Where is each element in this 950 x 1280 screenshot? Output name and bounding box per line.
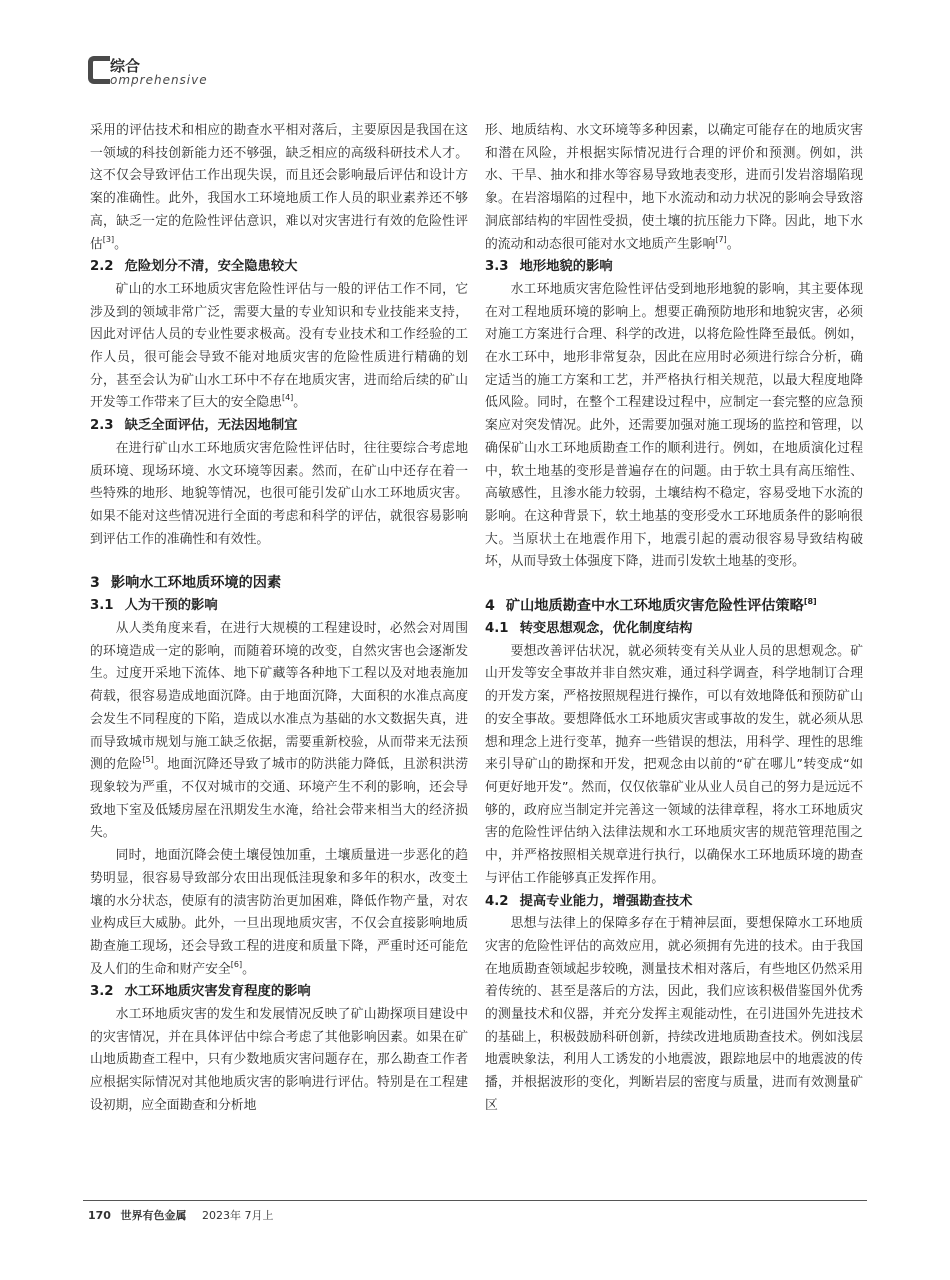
citation: [3]: [102, 234, 115, 244]
section-heading: 4.2 提高专业能力，增强勘查技术: [485, 893, 693, 909]
journal-issue: 2023年 7月上: [201, 1209, 274, 1222]
paragraph: 在进行矿山水工环地质灾害危险性评估时，往往要综合考虑地质环境、现场环境、水文环境等因素。然而，在矿山中还存在着一些特殊的地形、地貌等情况，也很可能引发矿山水工环地质灾害。如果不能对这些情况进行全面的考虑和科学的评估，就很容易影响到评估工作的准确性和有效性。: [90, 440, 468, 547]
section-label-cn: 综合: [110, 57, 141, 75]
paragraph: 水工环地质灾害危险性评估受到地形地貌的影响，其主要体现在对工程地质环境的影响上。想要正确预防地形和地貌灾害，必须对施工方案进行合理、科学的改进，以将危险性降至最低。例如，在水工环中，地形非常复杂，因此在应用时必须进行综合分析，确定适当的施工方案和工艺，并严格执行相关规范，以最大程度地降低风险。同时，在整个工程建设过程中，应制定一套完整的应急预案应对突发情况。此外，还需要加强对施工现场的监控和管理，以确保矿山水工环地质勘查工作的顺利进行。例如，在地质演化过程中，软土地基的变形是普遍存在的问题。由于软土具有高压缩性、高敏感性，且渗水能力较弱，土壤结构不稳定，容易受地下水流的影响。在这种背景下，软土地基的变形受水工环地质条件的影响很大。当原状土在地震作用下，地震引起的震动很容易导致结构破坏，从而导致土体强度下降，进而引发软土地基的变形。: [485, 281, 863, 570]
paragraph: 采用的评估技术和相应的勘查水平相对落后，主要原因是我国在这一领域的科技创新能力还不够强，缺乏相应的高级科研技术人才。这不仅会导致评估工作出现失误，而且还会影响最后评估和设计方案的准确性。此外，我国水工环境地质工作人员的职业素养还不够高，缺乏一定的危险性评估意识，难以对灾害进行有效的危险性评估[3]。: [90, 123, 468, 252]
chapter-heading: 4 矿山地质勘查中水工环地质灾害危险性评估策略[8]: [485, 597, 817, 615]
citation: [6]: [230, 959, 243, 969]
right-column: [485, 120, 863, 1118]
paragraph: 思想与法律上的保障多存在于精神层面，要想保障水工环地质灾害的危险性评估的高效应用，就必须拥有先进的技术。由于我国在地质勘查领域起步较晚，测量技术相对落后，有些地区仍然采用着传统的、甚至是落后的方法，因此，我们应该积极借鉴国外优秀的测量技术和仪器，并充分发挥主观能动性，在引进国外先进技术的基础上，积极鼓励科研创新，持续改进地质勘查技术。例如浅层地震映象法，利用人工诱发的小地震波，跟踪地层中的地震波的传播，并根据波形的变化，判断岩层的密度与质量，进而有效测量矿区: [485, 916, 863, 1113]
section-logo-c-icon: [88, 56, 110, 84]
page-footer: [88, 1207, 273, 1223]
section-heading: 2.2 危险划分不清，安全隐患较大: [90, 259, 298, 275]
paragraph: 形、地质结构、水文环境等多种因素，以确定可能存在的地质灾害和潜在风险，并根据实际情况进行合理的评价和预测。例如，洪水、干旱、抽水和排水等容易导致地表变形，进而引发岩溶塌陷现象。在岩溶塌陷的过程中，地下水流动和动力状况的影响会导致溶洞底部结构的牢固性受损，使土壤的抗压能力下降。因此，地下水的流动和动态很可能对水文地质产生影响[7]。: [485, 123, 863, 252]
paragraph: 水工环地质灾害的发生和发展情况反映了矿山勘探项目建设中的灾害情况，并在具体评估中综合考虑了其他影响因素。如果在矿山地质勘查工程中，只有少数地质灾害问题存在，那么勘查工作者应根据实际情况对其他地质灾害的影响进行评估。特别是在工程建设初期，应全面勘查和分析地: [90, 1007, 468, 1113]
citation: [8]: [803, 597, 817, 607]
footer-divider: [83, 1200, 867, 1201]
citation: [5]: [142, 755, 154, 765]
section-heading: 3.1 人为干预的影响: [90, 598, 218, 614]
paragraph: 从人类角度来看，在进行大规模的工程建设时，必然会对周围的环境造成一定的影响，而随着环境的改变，自然灾害也会逐渐发生。过度开采地下流体、地下矿藏等各种地下工程以及对地表施加荷载，很容易造成地面沉降。由于地面沉降，大面积的水准点高度会发生不同程度的下陷，造成以水准点为基础的水文数据失真，进而导致城市规划与施工缺乏依据，需要重新校验，从而带来无法预测的危险[5]。地面沉降还导致了城市的防洪能力降低，且淤积洪涝现象较为严重，不仅对城市的交通、环境产生不利的影响，还会导致地下室及低矮房屋在汛期发生水淹，给社会带来相当大的经济损失。: [90, 621, 469, 841]
section-heading: 4.1 转变思想观念，优化制度结构: [485, 621, 693, 637]
chapter-heading: 3 影响水工环地质环境的因素: [90, 575, 282, 592]
journal-name: 世界有色金属: [120, 1209, 187, 1222]
section-heading: 3.3 地形地貌的影响: [485, 259, 613, 275]
citation: [7]: [715, 234, 727, 244]
section-heading: 2.3 缺乏全面评估，无法因地制宜: [90, 418, 298, 434]
paragraph: 要想改善评估状况，就必须转变有关从业人员的思想观念。矿山开发等安全事故并非自然灾难，通过科学调查，科学地制订合理的开发方案，严格按照规程进行操作，可以有效地降低和预防矿山的安全事故。要想降低水工环地质灾害或事故的发生，就必须从思想和理念上进行变革，抛弃一些错误的想法，用科学、理性的思维来引导矿山的勘探和开发，把观念由以前的“矿在哪儿”转变成“如何更好地开发”。然而，仅仅依靠矿业从业人员自己的努力是远远不够的，政府应当制定并完善这一领域的法律章程，将水工环地质灾害的危险性评估纳入法律法规和水工环地质灾害的规范管理范围之中，并严格按照相关规章进行执行，以确保水工环地质环境的勘查与评估工作能够真正发挥作用。: [485, 643, 863, 886]
section-label-en: omprehensive: [110, 73, 208, 87]
left-column: [90, 120, 468, 1118]
citation: [4]: [281, 393, 294, 403]
paragraph: 同时，地面沉降会使土壤侵蚀加重，土壤质量进一步恶化的趋势明显，很容易导致部分农田出现低洼現象和多年的积水，改变土壤的水分状态，使原有的渍害防治更加困难，降低作物产量，对农业构成巨大威胁。此外，一旦出现地质灾害，不仅会直接影响地质勘查施工现场，还会导致工程的进度和质量下降，严重时还可能危及人们的生命和财产安全[6]。: [90, 848, 468, 977]
section-heading: 3.2 水工环地质灾害发育程度的影响: [90, 984, 311, 1000]
paragraph: 矿山的水工环地质灾害危险性评估与一般的评估工作不同，它涉及到的领域非常广泛，需要大量的专业知识和专业技能来支持，因此对评估人员的专业性要求极高。没有专业技术和工作经验的工作人员，很可能会导致不能对地质灾害的危险性质进行精确的划分，甚至会认为矿山水工环中不存在地质灾害，进而给后续的矿山开发等工作带来了巨大的安全隐患[4]。: [90, 281, 468, 411]
page-number: 170: [88, 1209, 111, 1222]
